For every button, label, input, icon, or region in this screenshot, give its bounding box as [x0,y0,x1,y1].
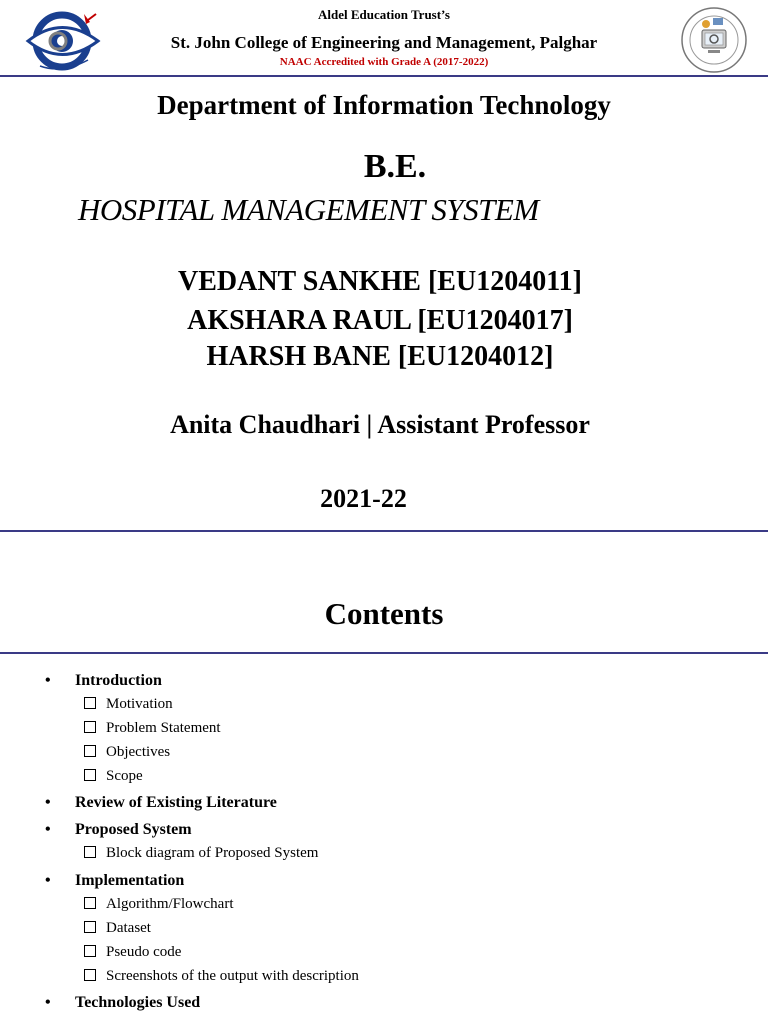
contents-subitem-label: Scope [106,768,143,784]
contents-item-label: Technologies Used [75,994,201,1011]
student-name: AKSHARA RAUL [EU1204017] [187,305,573,336]
checkbox-bullet-icon [84,721,96,733]
checkbox-bullet-icon [84,846,96,858]
contents-divider [0,652,768,654]
department-title: Department of Information Technology [157,90,611,120]
contents-item-label: Proposed System [75,821,192,838]
contents-subitem-label: Dataset [106,920,151,936]
checkbox-bullet-icon [84,921,96,933]
checkbox-bullet-icon [84,697,96,709]
contents-title: Contents [324,596,444,631]
trust-name: Aldel Education Trust’s [318,7,450,22]
student-name: HARSH BANE [EU1204012] [206,341,554,372]
contents-item [45,872,184,890]
contents-subitem-label: Objectives [106,744,171,760]
checkbox-bullet-icon [84,769,96,781]
contents-subitem [84,896,234,913]
header-divider [0,75,768,77]
contents-subitem-label: Problem Statement [106,720,221,736]
checkbox-bullet-icon [84,745,96,757]
contents-subitem [84,696,173,713]
checkbox-bullet-icon [84,945,96,957]
contents-subitem-label: Pseudo code [106,944,182,960]
bullet-icon: • [45,872,51,889]
contents-subitem [84,744,170,761]
contents-item-label: Implementation [75,872,185,889]
college-name: St. John College of Engineering and Management, Palghar [170,33,598,52]
contents-item [45,794,277,812]
checkbox-bullet-icon [84,969,96,981]
contents-subitem [84,968,359,985]
contents-subitem-label: Motivation [106,696,173,712]
slide-divider [0,530,768,532]
checkbox-bullet-icon [84,897,96,909]
bullet-icon: • [45,994,51,1011]
contents-subitem [84,920,151,937]
bullet-icon: • [45,672,51,689]
student-name: VEDANT SANKHE [EU1204011] [178,266,582,297]
contents-subitem [84,720,221,737]
contents-subitem-label: Block diagram of Proposed System [106,845,319,861]
contents-item [45,994,200,1012]
guide-name: Anita Chaudhari | Assistant Professor [170,410,590,439]
bullet-icon: • [45,794,51,811]
contents-subitem [84,944,181,961]
contents-item-label: Introduction [75,672,162,689]
contents-item-label: Review of Existing Literature [75,794,277,811]
contents-subitem-label: Algorithm/Flowchart [106,896,234,912]
contents-subitem [84,845,318,862]
degree-title: B.E. [363,148,427,185]
contents-subitem [84,768,143,785]
contents-item [45,672,162,690]
contents-item [45,821,192,839]
bullet-icon: • [45,821,51,838]
academic-year: 2021-22 [320,484,407,513]
naac-accreditation: NAAC Accredited with Grade A (2017-2022) [279,56,489,68]
contents-subitem-label: Screenshots of the output with description [106,968,359,984]
project-title: HOSPITAL MANAGEMENT SYSTEM [78,192,539,227]
